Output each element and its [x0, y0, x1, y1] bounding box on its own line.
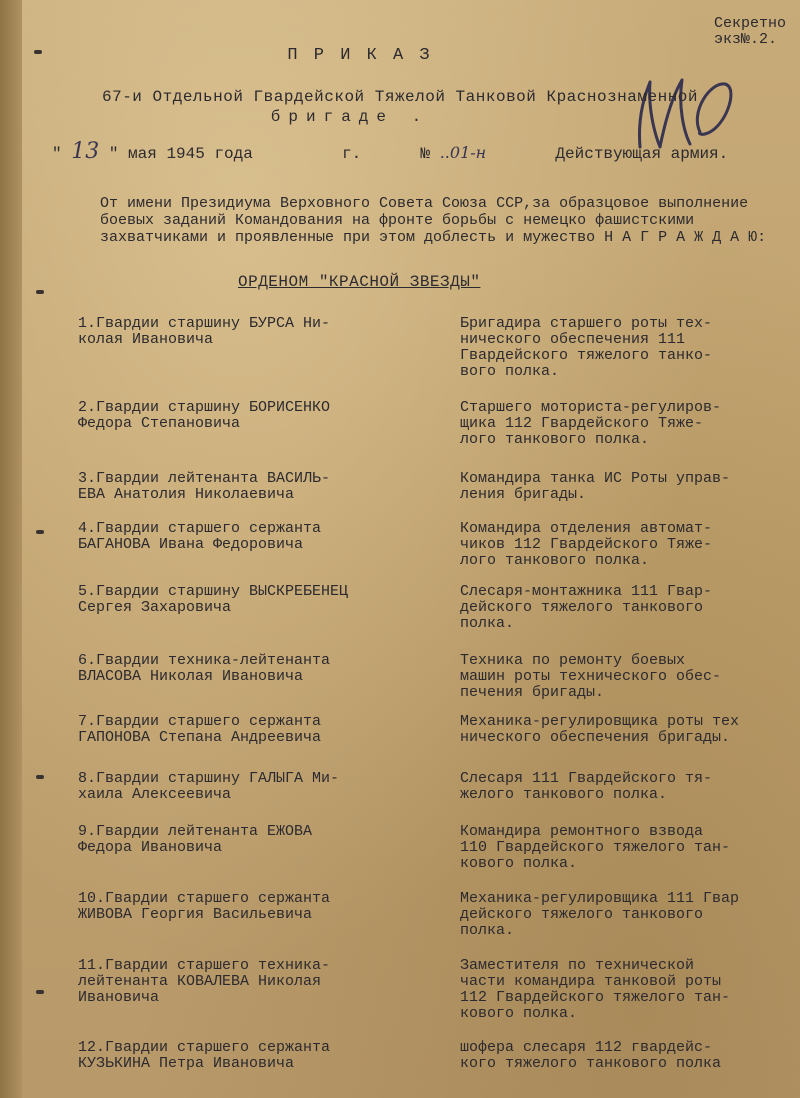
awardee-position: шофера слесаря 112 гвардейс- кого тяжелого танкового полка — [460, 1039, 722, 1072]
city-abbrev: г. — [342, 145, 362, 163]
awardee-position: Техника по ремонту боевых машин роты технического обес- печения бригады. — [460, 652, 722, 701]
awardee-position: Слесаря 111 Гвардейского тя- желого танкового полка. — [460, 770, 713, 803]
awardee-position: Старшего моториста-регулиров- щика 112 Гвардейского Тяже- лого танкового полка. — [460, 399, 722, 448]
date-day: 13 — [71, 139, 100, 164]
awardee-name: 2.Гвардии старшину БОРИСЕНКО Федора Степановича — [78, 399, 331, 432]
handwritten-mark-icon — [620, 62, 740, 152]
document-heading: П Р И К А З — [287, 46, 433, 65]
date-month-year: " мая 1945 года — [108, 145, 253, 163]
awardee-position: Командира ремонтного взвода 110 Гвардейского тяжелого тан- кового полка. — [460, 823, 731, 872]
awardee-position: Бригадира старшего роты тех- нического обеспечения 111 Гвардейского тяжелого танко- вого полка. — [460, 315, 713, 380]
awardee-name: 1.Гвардии старшину БУРСА Ни- колая Ивановича — [78, 315, 331, 348]
army-label: Действующая армия. — [555, 145, 729, 163]
awardee-name: 9.Гвардии лейтенанта ЕЖОВА Федора Ивановича — [78, 823, 313, 856]
secret-label: Секретно — [713, 15, 786, 32]
unit-name: 67-и Отдельной Гвардейской Тяжелой Танковой Краснознаменной — [102, 88, 698, 106]
order-number-prefix: № — [420, 145, 431, 163]
date-line — [52, 139, 729, 164]
awardee-name: 11.Гвардии старшего техника- лейтенанта КОВАЛЕВА Николая Ивановича — [78, 957, 331, 1006]
awardee-position: Командира танка ИС Роты управ- ления бригады. — [460, 470, 731, 503]
binding-hole — [36, 990, 44, 994]
awardee-name: 4.Гвардии старшего сержанта БАГАНОВА Ивана Федоровича — [78, 520, 322, 553]
order-number: ..01-н — [439, 143, 487, 162]
binding-hole — [36, 530, 44, 534]
awardee-name: 3.Гвардии лейтенанта ВАСИЛЬ- ЕВА Анатолия Николаевича — [78, 470, 331, 503]
awardee-position: Командира отделения автомат- чиков 112 Гвардейского Тяже- лого танкового полка. — [460, 520, 713, 569]
left-binding-margin — [0, 0, 22, 1098]
awardee-position: Заместителя по технической части командира танковой роты 112 Гвардейского тяжелого тан- кового полка. — [460, 957, 731, 1022]
order-heading: ОРДЕНОМ "КРАСНОЙ ЗВЕЗДЫ" — [238, 273, 481, 291]
awardee-name: 12.Гвардии старшего сержанта КУЗЬКИНА Петра Ивановича — [78, 1039, 331, 1072]
binding-hole — [36, 775, 44, 779]
secret-stamp — [714, 16, 786, 48]
awardee-name: 6.Гвардии техника-лейтенанта ВЛАСОВА Николая Ивановича — [78, 652, 331, 685]
awardee-name: 8.Гвардии старшину ГАЛЫГА Ми- хаила Алексеевича — [78, 770, 340, 803]
brigade-word: бригаде . — [270, 108, 430, 126]
intro-paragraph: От имени Президиума Верховного Совета Союза ССР,за образцовое выполнение боевых заданий Командования на фронте борьбы с немецко фашистскими захватчиками и проявленные при этом доблесть и мужество Н А Г Р А Ж Д А Ю: — [100, 195, 767, 246]
awardee-position: Механика-регулировщика роты тех нического обеспечения бригады. — [460, 713, 740, 746]
binding-hole — [36, 290, 44, 294]
awardee-position: Механика-регулировщика 111 Гвар дейского тяжелого танкового полка. — [460, 890, 740, 939]
awardee-position: Слесаря-монтажника 111 Гвар- дейского тяжелого танкового полка. — [460, 583, 713, 632]
copy-number: экз№.2. — [713, 31, 777, 48]
awardee-name: 10.Гвардии старшего сержанта ЖИВОВА Георгия Васильевича — [78, 890, 331, 923]
awardee-name: 7.Гвардии старшего сержанта ГАПОНОВА Степана Андреевича — [78, 713, 322, 746]
date-quote: " — [52, 145, 62, 163]
awardee-name: 5.Гвардии старшину ВЫСКРЕБЕНЕЦ Сергея Захаровича — [78, 583, 349, 616]
